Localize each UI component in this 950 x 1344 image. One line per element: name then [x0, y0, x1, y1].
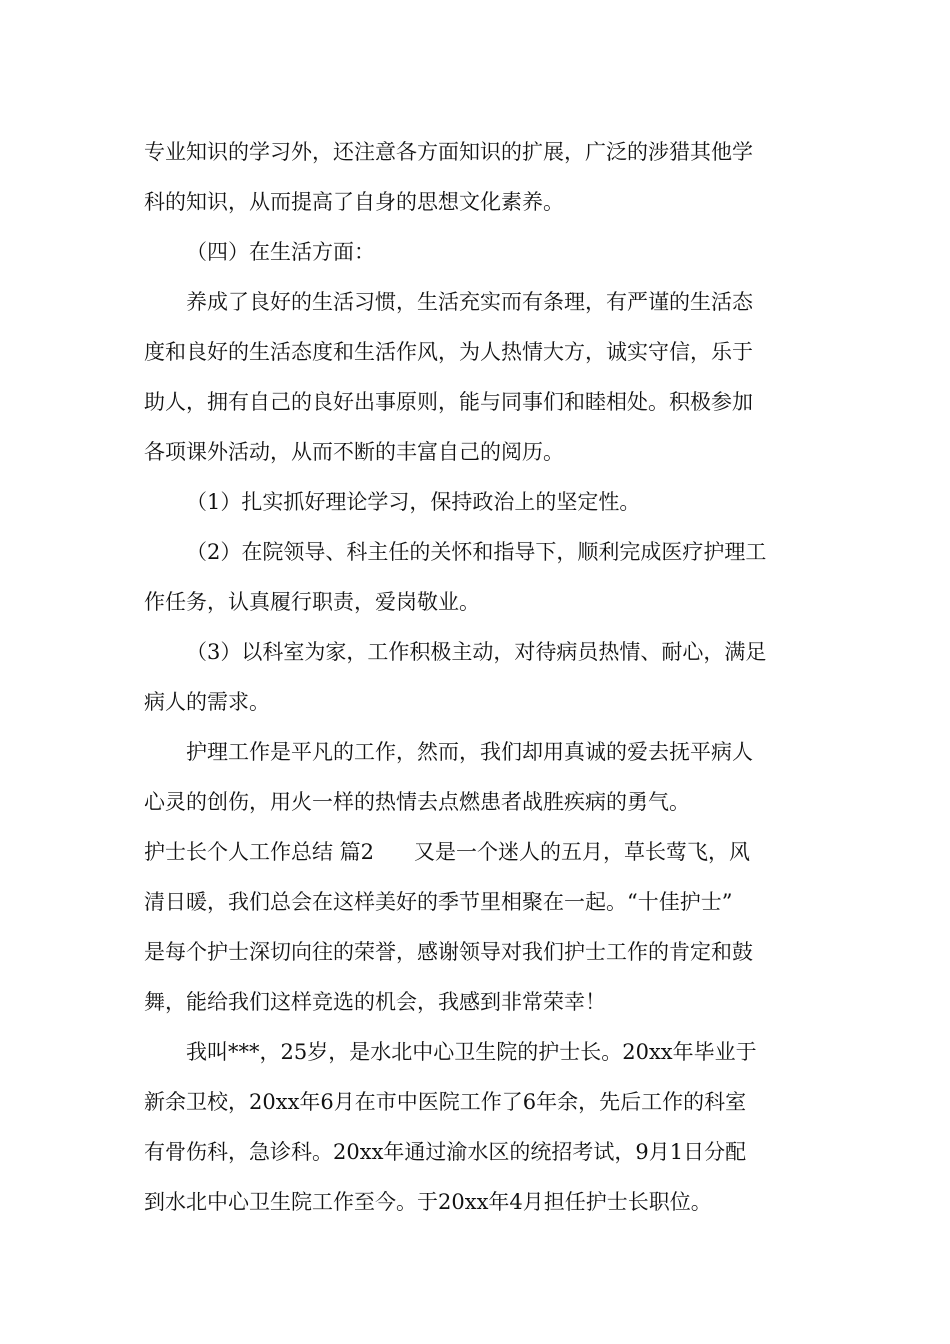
text-line: 有骨伤科，急诊科。20xx年通过渝水区的统招考试，9月1日分配 [144, 1140, 747, 1164]
text-line: 养成了良好的生活习惯，生活充实而有条理，有严谨的生活态 [186, 290, 753, 314]
text-line: 又是一个迷人的五月，草长莺飞，风 [414, 840, 751, 864]
text-line: （3）以科室为家，工作积极主动，对待病员热情、耐心，满足 [186, 640, 767, 664]
text-line: 是每个护士深切向往的荣誉，感谢领导对我们护士工作的肯定和鼓 [144, 940, 753, 964]
text-line: 到水北中心卫生院工作至今。于20xx年4月担任护士长职位。 [144, 1190, 712, 1214]
text-line: （1）扎实抓好理论学习，保持政治上的坚定性。 [186, 490, 641, 514]
text-line: 我叫***，25岁，是水北中心卫生院的护士长。20xx年毕业于 [186, 1040, 757, 1064]
text-line: 病人的需求。 [144, 690, 270, 714]
text-line: 新余卫校，20xx年6月在市中医院工作了6年余，先后工作的科室 [144, 1090, 747, 1114]
text-line: 助人，拥有自己的良好出事原则，能与同事们和睦相处。积极参加 [144, 390, 753, 414]
section-heading: 护士长个人工作总结 篇2 [144, 840, 375, 864]
subsection-heading: （四）在生活方面： [186, 240, 375, 264]
text-line: 度和良好的生活态度和生活作风，为人热情大方，诚实守信，乐于 [144, 340, 753, 364]
text-line: 作任务，认真履行职责，爱岗敬业。 [144, 590, 480, 614]
text-line: （2）在院领导、科主任的关怀和指导下，顺利完成医疗护理工 [186, 540, 767, 564]
text-line: 清日暖，我们总会在这样美好的季节里相聚在一起。“十佳护士” [144, 890, 733, 914]
text-line: 心灵的创伤，用火一样的热情去点燃患者战胜疾病的勇气。 [144, 790, 690, 814]
text-line: 各项课外活动，从而不断的丰富自己的阅历。 [144, 440, 564, 464]
text-line: 舞，能给我们这样竞选的机会，我感到非常荣幸！ [144, 990, 606, 1014]
text-line: 科的知识，从而提高了自身的思想文化素养。 [144, 190, 564, 214]
text-line: 专业知识的学习外，还注意各方面知识的扩展，广泛的涉猎其他学 [144, 140, 753, 164]
section-heading-line [144, 838, 750, 866]
text-line: 护理工作是平凡的工作，然而，我们却用真诚的爱去抚平病人 [186, 740, 753, 764]
